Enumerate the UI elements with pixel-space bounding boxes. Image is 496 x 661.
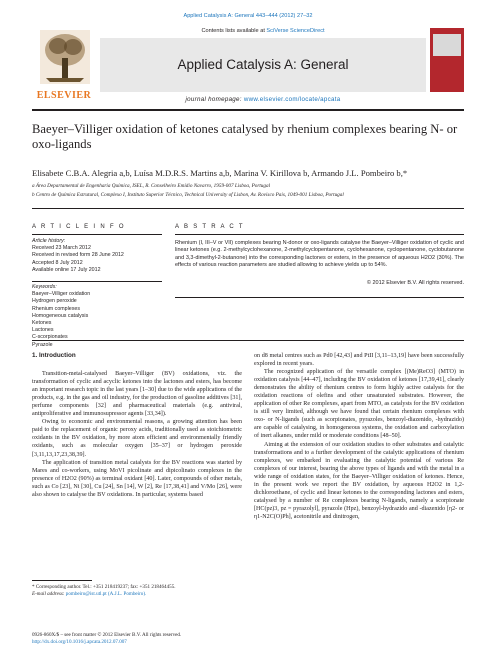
body-paragraph: Aiming at the extension of our oxidation studies to other substrates and catalytic transformations and to a further development of the catalytic applications of rhenium complexes, we embarked in evaluating the catalytic potential of various Re complexes of our interest, bearing the above types of ligands and with the metal in a wide range of oxidation states, for the Baeyer–Villiger oxidation of ketones. Hence, in the present work we report the BV oxidation, by aqueous H2O2 in 1,2-dichloroethane, of cyclic and linear ketones to the corresponding lactones and esters, catalysed by a number of Re complexes bearing N-ligands, namely a scorpionate [HC(pz)3, pz = pyrazolyl], pyrazole (Hpz), benzoyl-hydrazido and -diazenido [η2- or η1-N2C(O)Ph], acetonitrile and dinitrogen, (254, 441, 464, 520)
corresponding-author-note: * Corresponding author. Tel.: +351 218419237; fax: +351 218464455. (32, 584, 176, 590)
abstract-bottom-rule (175, 297, 464, 298)
body-paragraph: The recognized application of the versatile complex [(Me)ReO3] (MTO) in oxidation catalysis [44–47], including the BV oxidation of ketones [17,39,41], clearly demonstrates the ability of rhenium centres to form highly active catalysts for the oxidation reactions of olefins and other unsaturated substrates. However, the application of other Re complexes, apart from MTO, as catalysts for the BV oxidation is still very limited, although we have found that certain rhenium complexes with oxo- or N-ligands (such as scorpionates, pyrazoles, benzoyl-diazenido, -hydrazido) are capable of catalysing, in homogeneous systems, the oxidation and carboxylation of inert alkanes, under mild or moderate conditions [48–50]. (254, 369, 464, 440)
issn-line: 0926-860X/$ – see front matter © 2012 Elsevier B.V. All rights reserved. (32, 632, 182, 638)
section-heading: 1. Introduction (32, 352, 76, 359)
keyword-item: Ketones (32, 320, 52, 327)
abstract-heading: A B S T R A C T (175, 224, 245, 230)
body-left-column (32, 352, 242, 499)
history-received: Received 23 March 2012 (32, 245, 91, 252)
keywords-rule (32, 281, 162, 282)
email-line (32, 591, 242, 598)
history-revised: Received in revised form 28 June 2012 (32, 252, 124, 259)
keywords-label: Keywords: (32, 284, 57, 290)
running-header: Applied Catalysis A: General 443–444 (2012) 27–32 (183, 13, 313, 19)
history-online: Available online 17 July 2012 (32, 266, 101, 273)
front-matter-rule (32, 340, 464, 341)
article-title: Baeyer–Villiger oxidation of ketones catalysed by rhenium complexes bearing N- or oxo-ligands (32, 122, 458, 151)
keyword-item: Pyrazole (32, 341, 53, 348)
keyword-item: Lactones (32, 327, 54, 334)
keyword-item: Homogeneous catalysis (32, 312, 89, 319)
keyword-item: Baeyer–Villiger oxidation (32, 291, 91, 298)
history-accepted: Accepted 8 July 2012 (32, 259, 83, 266)
abstract-rule (175, 234, 464, 235)
doi-link[interactable]: http://dx.doi.org/10.1016/j.apcata.2012.07.007 (32, 638, 127, 645)
homepage-prefix: journal homepage: (185, 96, 244, 103)
issn-doi-block (32, 632, 292, 646)
article-history (32, 238, 167, 274)
sciencedirect-link[interactable]: SciVerse ScienceDirect (266, 28, 325, 34)
history-label: Article history: (32, 238, 66, 244)
journal-homepage-line (100, 96, 426, 103)
journal-cover-thumbnail (430, 28, 464, 92)
keyword-item: Rhenium complexes (32, 305, 80, 312)
body-paragraph: Transition-metal-catalysed Baeyer–Villiger (BV) oxidations, viz. the transformation of cyclic and acyclic ketones into the lactones and esters, has become an important research topic in the last years [1–30] due to the wide applications of the products, e.g. in the gas and oil industry, for the production of gasoline additives [31], perfume components [32] and pharmaceutical materials (e.g. antiviral, antiproliferative and immunosupressor agents [33,34]). (32, 371, 242, 418)
email-link[interactable]: pombeiro@ist.utl.pt (A.J.L. Pombeiro). (65, 590, 147, 597)
masthead-rule (32, 109, 464, 111)
contents-line (100, 28, 426, 34)
abstract-text: Rhenium (I, III–V or VII) complexes bearing N-donor or oxo-ligands catalyse the Baeyer–Villiger oxidation of cyclic and linear ketones (e.g. 2-methylcyclohexanone, 2-methylcyclopentanone, cyclohexanone, cyclopentanone, cyclobutanone and 3,3-dimethyl-2-butanone) into the corresponding lactones or esters, in the presence of aqueous H2O2 (30%). The effects of various reaction parameters are studied allowing to achieve yields up to 54%. (175, 240, 464, 269)
body-paragraph: The application of transition metal catalysts for the BV reactions was started by Mares and co-workers, using MoVI picolinate and dipicolinato complexes in the presence of H2O2 (90%) as terminal oxidant [40]. Later, compounds of other metals, such as Co [23], Ni [30], Cu [24], Sn [14], W [2], Re [17,38,41] and V/Mo [26], were also shown to catalyse the BV oxidations. In particular, systems based (32, 459, 242, 498)
article-info-rule (32, 234, 162, 235)
affiliation-a: a Área Departamental de Engenharia Química, ISEL, R. Conselheiro Emídio Navarro, 1959-007 Lisboa, Portugal (32, 183, 271, 189)
footnotes-block (32, 584, 242, 598)
body-paragraph: Owing to economic and environmental reasons, a growing attention has been paid to the replacement of organic peroxy acids, traditionally used as stoichiometric oxidants in the BV oxidation, by more atom efficient and environmentally friendly oxidants, such as molecular oxygen [35–37] or hydrogen peroxide [3,11,13,17,23,38,39]. (32, 419, 242, 458)
elsevier-tree-icon (40, 30, 90, 84)
contents-prefix: Contents lists available at (201, 28, 267, 34)
masthead-center (100, 26, 426, 106)
publisher-logo (32, 26, 96, 106)
homepage-link[interactable]: www.elsevier.com/locate/apcata (243, 96, 341, 103)
abstract-copyright: © 2012 Elsevier B.V. All rights reserved. (366, 280, 464, 286)
article-info-heading: A R T I C L E I N F O (32, 224, 126, 230)
journal-title: Applied Catalysis A: General (177, 57, 349, 72)
body-paragraph: on d8 metal centres such as Pd0 [42,43] and PtII [3,11–13,19] have been successfully explored in recent years. (254, 353, 464, 368)
publisher-logo-text: ELSEVIER (36, 90, 92, 101)
keyword-item: C-scorpionates (32, 334, 68, 341)
article-authors: Elisabete C.B.A. Alegria a,b, Luísa M.D.R.S. Martins a,b, Marina V. Kirillova b, Armando J.L. Pombeiro b,* (32, 168, 408, 178)
body-right-column (254, 352, 464, 521)
email-prefix: E-mail address: (32, 590, 66, 597)
footnote-rule (32, 580, 92, 581)
journal-masthead (32, 26, 464, 106)
keyword-item: Hydrogen peroxide (32, 298, 77, 305)
cover-image-area (433, 34, 461, 56)
affiliation-b: b Centro de Química Estrutural, Complexo I, Instituto Superior Técnico, Technical University of Lisbon, Av. Rovisco Pais, 1049-001 Lisboa, Portugal (32, 192, 344, 198)
header-rule (32, 208, 464, 209)
